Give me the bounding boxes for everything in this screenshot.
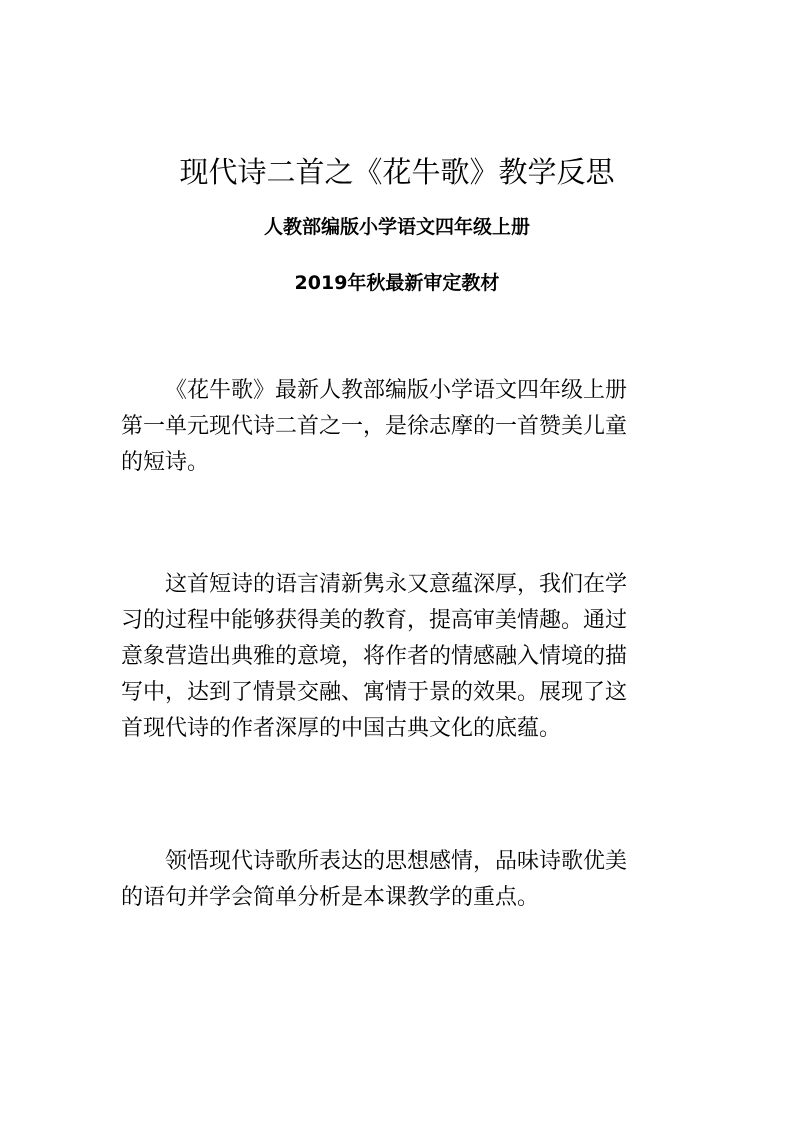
paragraph-line: 写中，达到了情景交融、寓情于景的效果。展现了这 — [121, 680, 628, 705]
paragraph-line: 首现代诗的作者深厚的中国古典文化的底蕴。 — [121, 716, 562, 741]
paragraph-intro — [121, 373, 681, 481]
paragraph-line: 这首短诗的语言清新隽永又意蕴深厚，我们在学 — [165, 572, 628, 597]
paragraph-key-points — [121, 844, 681, 916]
document-subtitle-edition: 2019年秋最新审定教材 — [294, 272, 500, 294]
document-subtitle-grade: 人教部编版小学语文四年级上册 — [263, 216, 530, 238]
paragraph-line: 第一单元现代诗二首之一，是徐志摩的一首赞美儿童 — [121, 414, 628, 439]
paragraph-line: 的语句并学会简单分析是本课教学的重点。 — [121, 885, 540, 910]
paragraph-line: 习的过程中能够获得美的教育，提高审美情趣。通过 — [121, 608, 628, 633]
paragraph-line: 的短诗。 — [121, 450, 210, 475]
document-title: 现代诗二首之《花牛歌》教学反思 — [179, 155, 615, 189]
paragraph-line: 意象营造出典雅的意境，将作者的情感融入情境的描 — [121, 644, 628, 669]
paragraph-line: 领悟现代诗歌所表达的思想感情，品味诗歌优美 — [165, 849, 628, 874]
paragraph-line: 《花牛歌》最新人教部编版小学语文四年级上册 — [165, 378, 628, 403]
paragraph-language — [121, 567, 681, 747]
